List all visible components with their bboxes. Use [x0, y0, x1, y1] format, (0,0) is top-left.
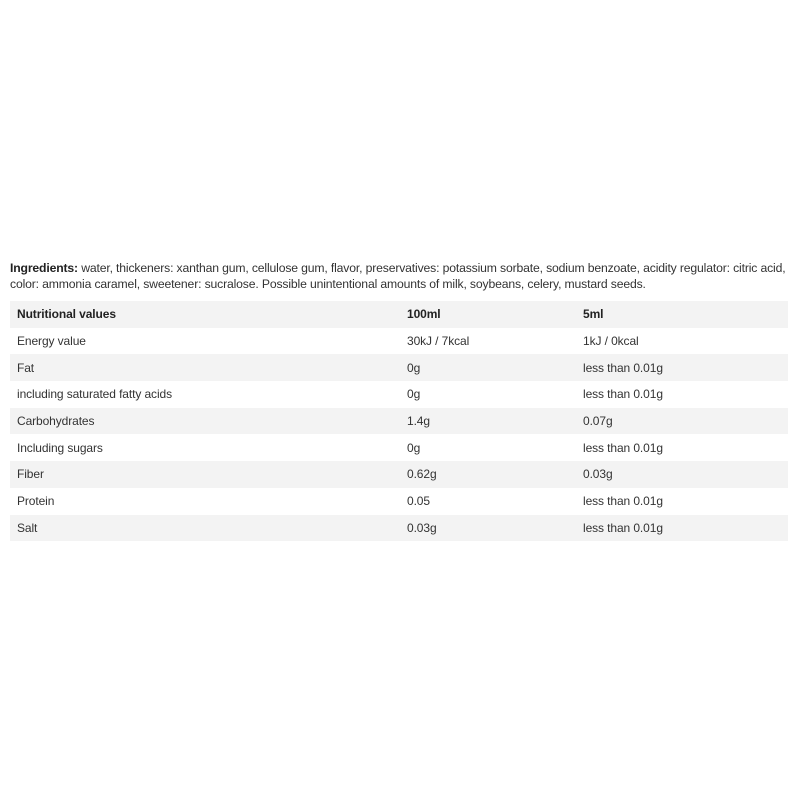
table-row — [10, 328, 788, 355]
row-value-5ml: less than 0.01g — [583, 360, 663, 375]
table-row — [10, 461, 788, 488]
row-value-5ml: 0.07g — [583, 414, 613, 429]
row-label: Fat — [17, 360, 35, 375]
header-nutritional-values: Nutritional values — [17, 307, 116, 322]
row-value-100ml: 0g — [407, 440, 421, 455]
header-100ml: 100ml — [407, 307, 441, 322]
row-label: Salt — [17, 520, 38, 535]
table-row — [10, 354, 788, 381]
row-value-5ml: less than 0.01g — [583, 387, 663, 402]
row-label: Including sugars — [17, 440, 103, 455]
table-row — [10, 408, 788, 435]
ingredients-label: Ingredients: — [10, 261, 78, 275]
row-value-5ml: less than 0.01g — [583, 440, 663, 455]
row-value-100ml: 0g — [407, 360, 421, 375]
row-value-100ml: 0.05 — [407, 494, 430, 509]
row-value-100ml: 0.03g — [407, 520, 437, 535]
nutrition-table — [10, 301, 788, 541]
header-5ml: 5ml — [583, 307, 604, 322]
ingredients-paragraph — [10, 260, 795, 292]
row-value-100ml: 1.4g — [407, 414, 430, 429]
row-label: including saturated fatty acids — [17, 387, 172, 402]
row-label: Fiber — [17, 467, 44, 482]
row-value-5ml: less than 0.01g — [583, 494, 663, 509]
row-label: Protein — [17, 494, 55, 509]
row-value-100ml: 30kJ / 7kcal — [407, 334, 470, 349]
table-row — [10, 381, 788, 408]
row-value-5ml: 1kJ / 0kcal — [583, 334, 639, 349]
table-row — [10, 434, 788, 461]
table-row — [10, 515, 788, 542]
row-value-5ml: less than 0.01g — [583, 520, 663, 535]
row-value-5ml: 0.03g — [583, 467, 613, 482]
ingredients-text: water, thickeners: xanthan gum, cellulose gum, flavor, preservatives: potassium sorbate, sodium benzoate, acidity regulator: citric acid, color: ammonia caramel, sweetener: sucralose. Possible unintentional amounts of milk, soybeans, celery, mustard seeds. — [10, 261, 786, 291]
row-value-100ml: 0g — [407, 387, 421, 402]
row-label: Carbohydrates — [17, 414, 95, 429]
row-label: Energy value — [17, 334, 86, 349]
table-header-row — [10, 301, 788, 328]
table-row — [10, 488, 788, 515]
row-value-100ml: 0.62g — [407, 467, 437, 482]
